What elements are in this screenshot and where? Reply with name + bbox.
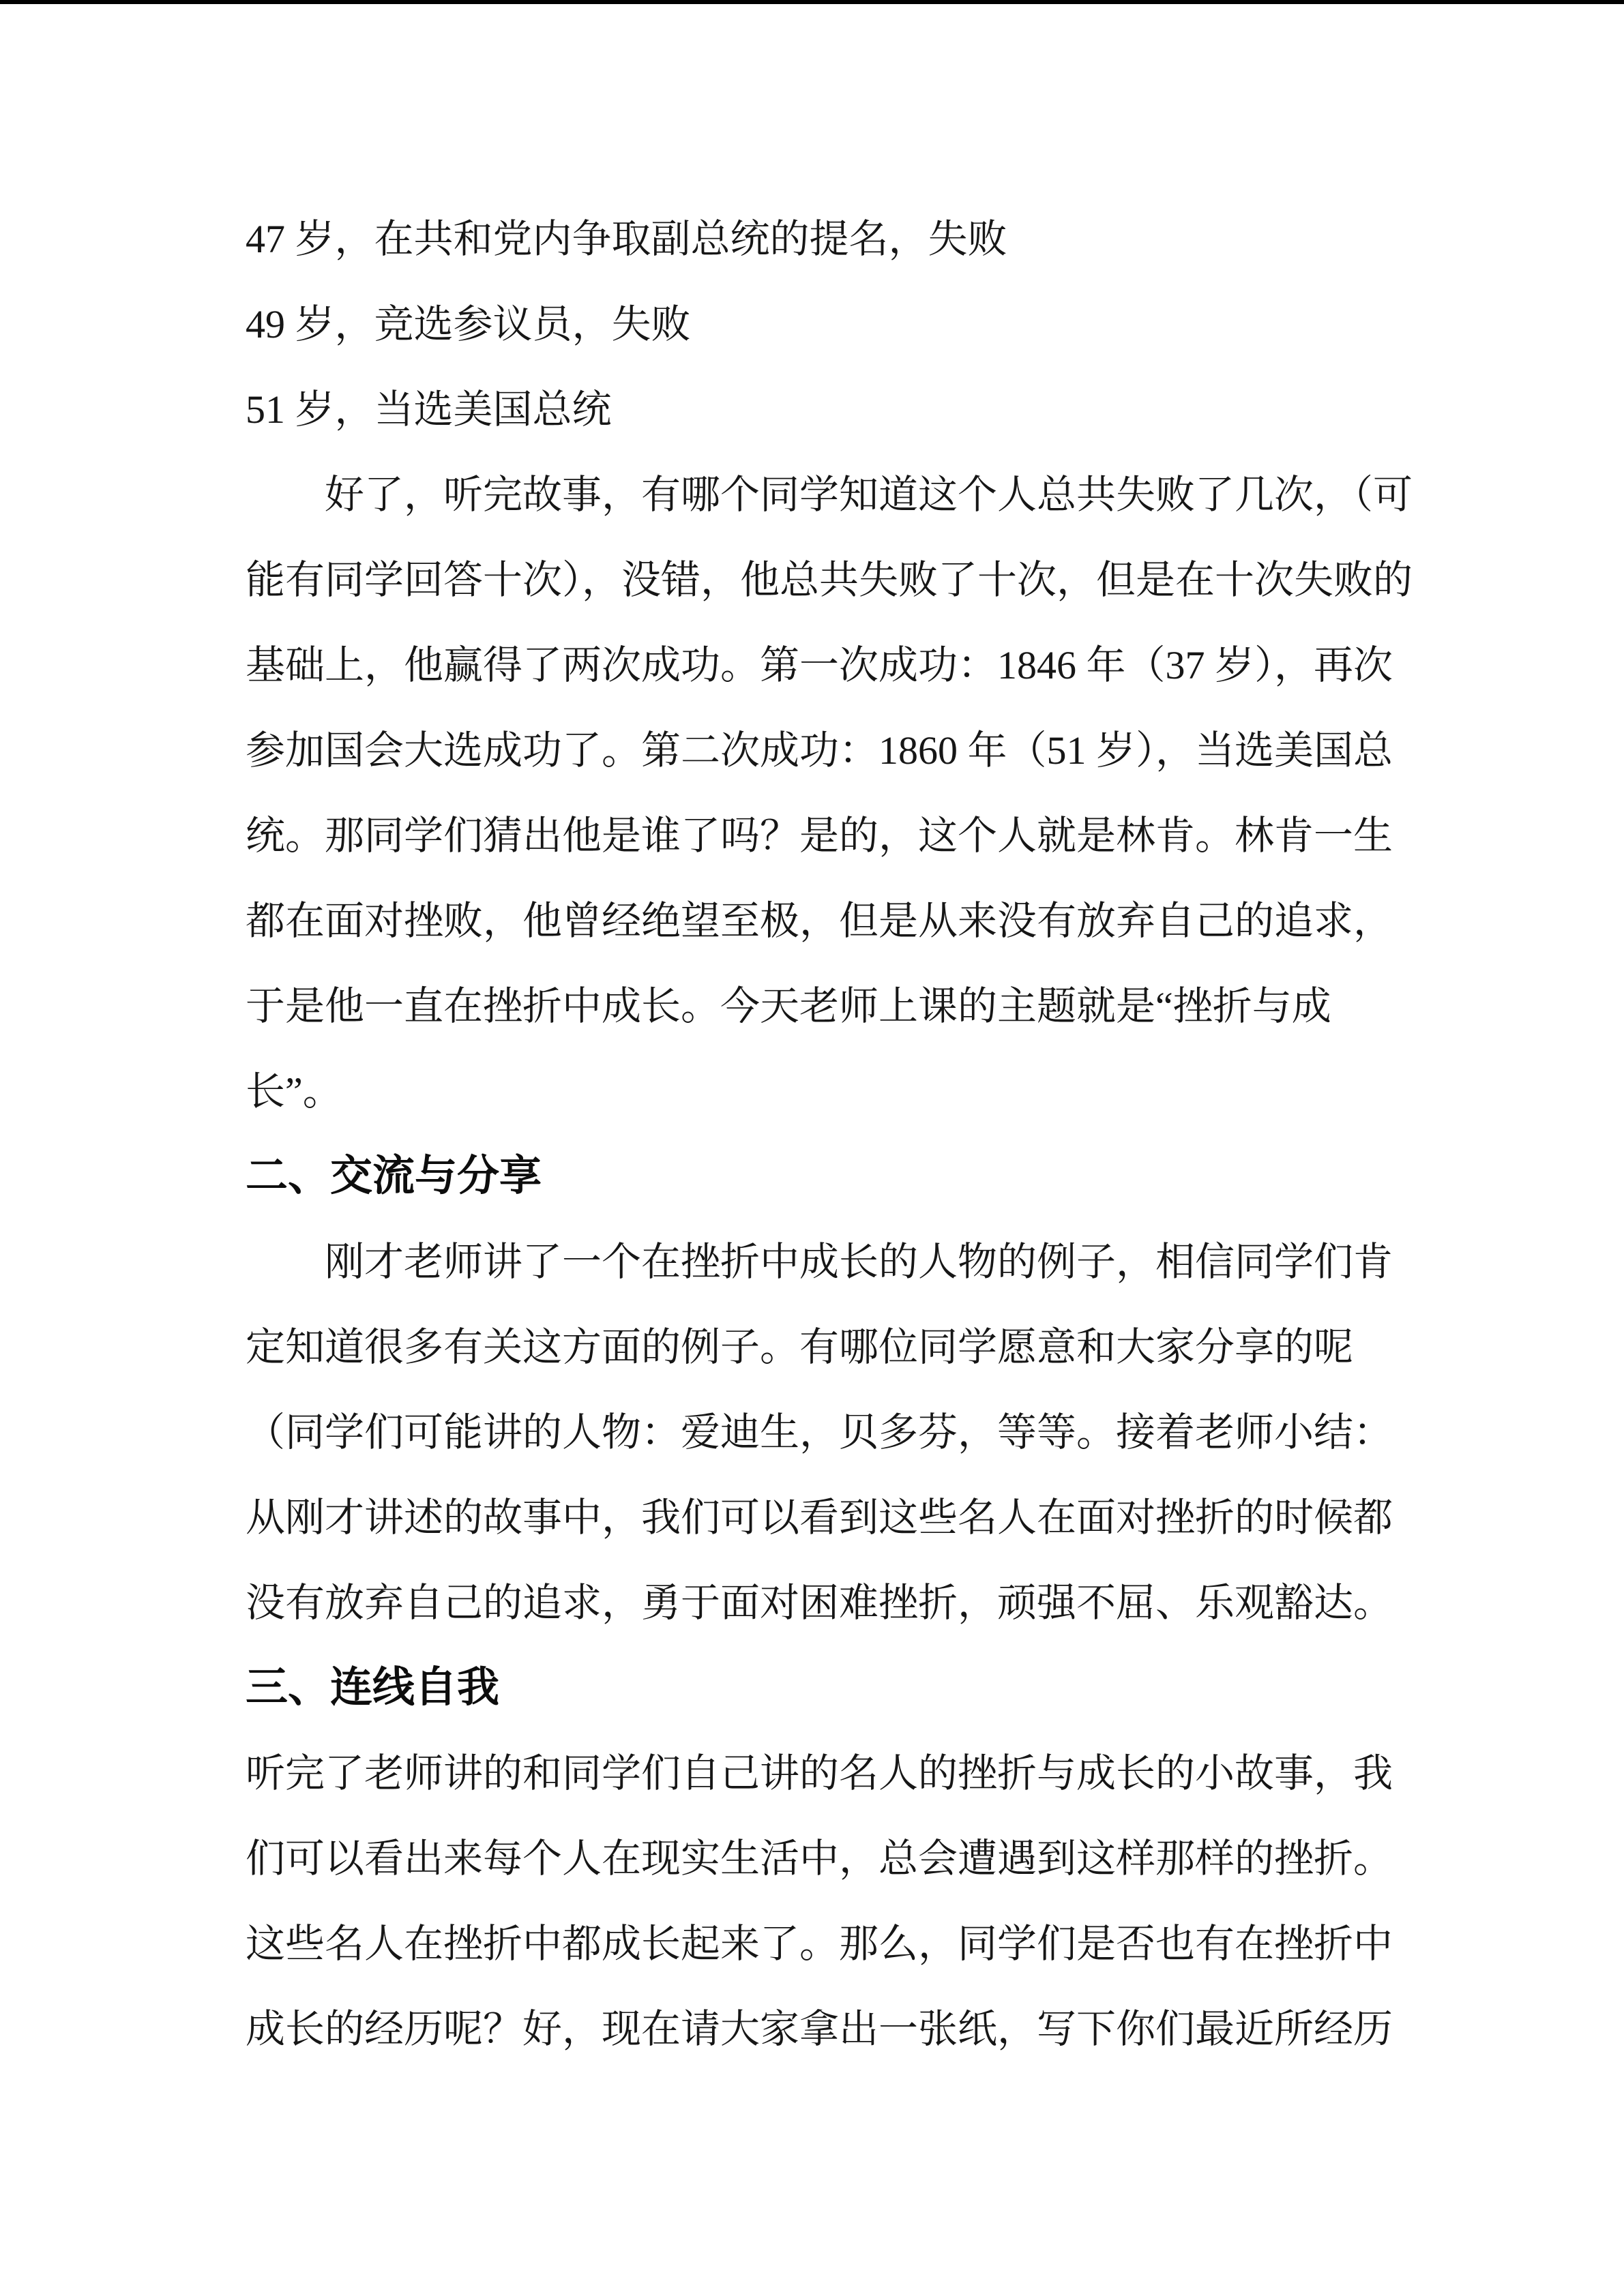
text-line: 51 岁，当选美国总统 (246, 387, 612, 432)
text-line: 49 岁，竞选参议员，失败 (246, 302, 691, 346)
section-heading: 三、连线自我 (246, 1665, 500, 1711)
text-line: 于是他一直在挫折中成长。今天老师上课的主题就是“挫折与成 (246, 984, 1331, 1028)
text-line: （同学们可能讲的人物：爱迪生，贝多芬，等等。接着老师小结： (246, 1410, 1393, 1455)
text-line: 刚才老师讲了一个在挫折中成长的人物的例子，相信同学们肯 (325, 1240, 1393, 1284)
document-body (246, 196, 1446, 2072)
text-line: 基础上，他赢得了两次成功。第一次成功：1846 年（37 岁），再次 (246, 643, 1393, 687)
text-line: 47 岁，在共和党内争取副总统的提名，失败 (246, 217, 1007, 261)
section-heading: 二、交流与分享 (246, 1153, 542, 1199)
text-line: 们可以看出来每个人在现实生活中，总会遭遇到这样那样的挫折。 (246, 1836, 1393, 1881)
text-line: 从刚才讲述的故事中，我们可以看到这些名人在面对挫折的时候都 (246, 1495, 1393, 1540)
text-line: 统。那同学们猜出他是谁了吗？是的，这个人就是林肯。林肯一生 (246, 814, 1393, 858)
text-line: 好了，听完故事，有哪个同学知道这个人总共失败了几次，（可 (325, 473, 1413, 517)
text-line: 听完了老师讲的和同学们自己讲的名人的挫折与成长的小故事，我 (246, 1751, 1393, 1795)
text-line: 参加国会大选成功了。第二次成功：1860 年（51 岁），当选美国总 (246, 728, 1393, 773)
page-top-edge (0, 0, 1624, 4)
text-line: 没有放弃自己的追求，勇于面对困难挫折，顽强不屈、乐观豁达。 (246, 1581, 1393, 1625)
text-line: 定知道很多有关这方面的例子。有哪位同学愿意和大家分享的呢 (246, 1325, 1354, 1369)
text-line: 长”。 (246, 1069, 342, 1114)
text-line: 成长的经历呢？好，现在请大家拿出一张纸，写下你们最近所经历 (246, 2007, 1393, 2051)
text-line: 能有同学回答十次），没错，他总共失败了十次，但是在十次失败的 (246, 558, 1413, 602)
text-line: 都在面对挫败，他曾经绝望至极，但是从来没有放弃自己的追求， (246, 899, 1393, 943)
text-line: 这些名人在挫折中都成长起来了。那么，同学们是否也有在挫折中 (246, 1922, 1393, 1966)
